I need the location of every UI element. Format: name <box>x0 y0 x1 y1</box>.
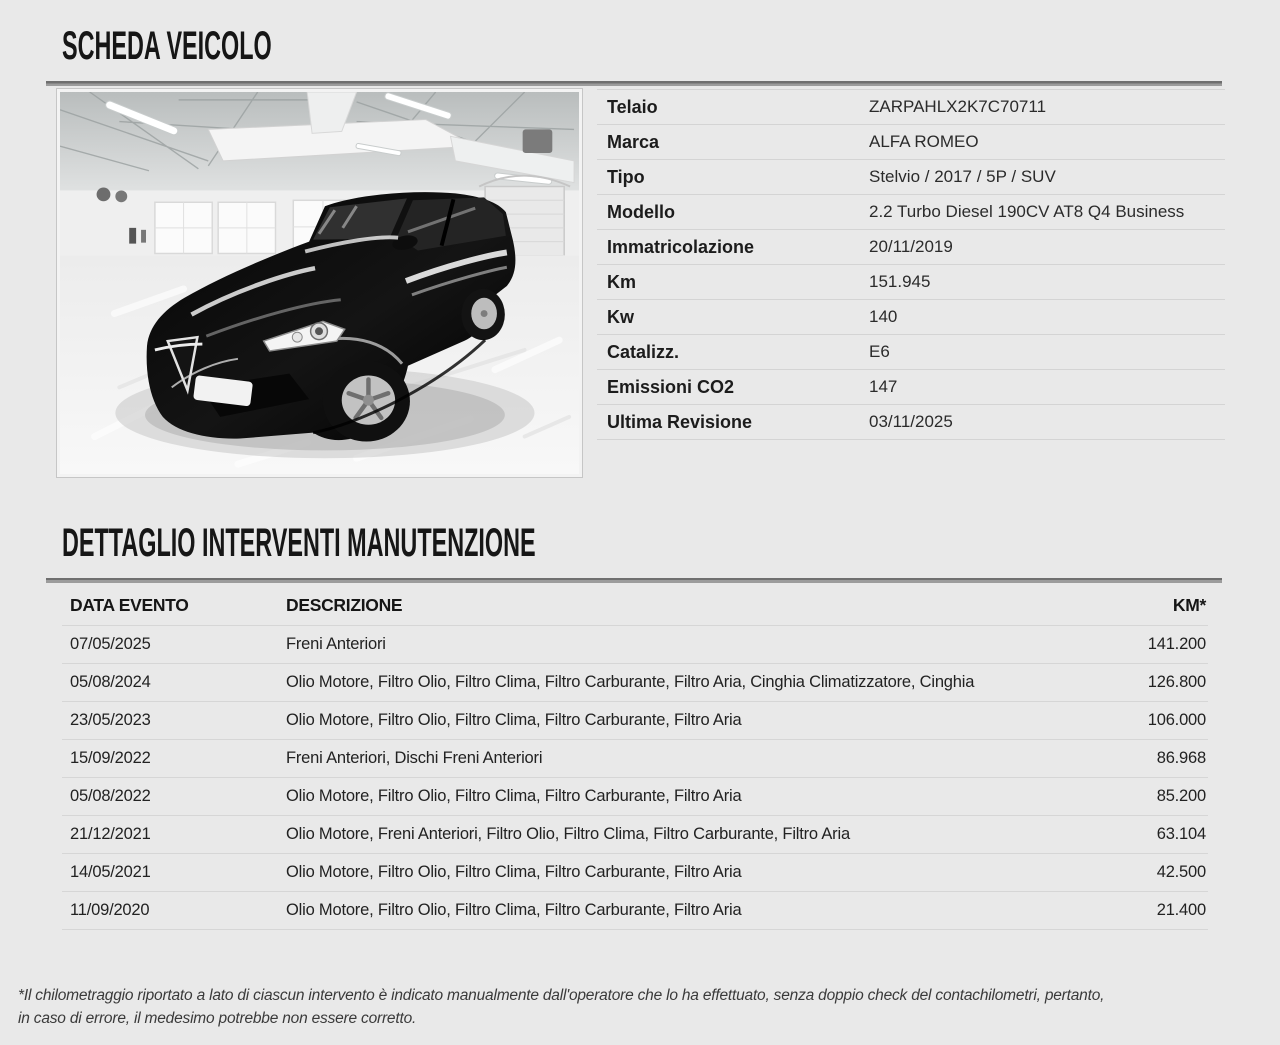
spec-row <box>597 405 1225 440</box>
spec-row <box>597 90 1225 125</box>
vehicle-spec-table <box>597 89 1225 440</box>
spec-label: Kw <box>597 300 859 335</box>
spec-row <box>597 265 1225 300</box>
spec-value: 20/11/2019 <box>869 237 953 256</box>
maintenance-date: 11/09/2020 <box>62 892 278 930</box>
maintenance-description: Olio Motore, Freni Anteriori, Filtro Olio, Filtro Clima, Filtro Carburante, Filtro Aria <box>286 825 850 843</box>
spec-label: Marca <box>597 125 859 160</box>
spec-row <box>597 370 1225 405</box>
maintenance-date: 07/05/2025 <box>62 626 278 664</box>
maintenance-section-title: DETTAGLIO INTERVENTI MANUTENZIONE <box>62 521 536 566</box>
km-disclaimer-footnote <box>18 984 1104 1030</box>
spec-row <box>597 125 1225 160</box>
col-header-date: DATA EVENTO <box>70 595 189 615</box>
maintenance-row <box>62 740 1208 778</box>
spec-value: 140 <box>869 307 898 326</box>
spec-row <box>597 230 1225 265</box>
spec-label: Emissioni CO2 <box>597 370 859 405</box>
spec-value-cell <box>859 370 1225 405</box>
spec-value-cell <box>859 335 1225 370</box>
vehicle-photo <box>57 89 582 477</box>
maintenance-description: Olio Motore, Filtro Olio, Filtro Clima, Filtro Carburante, Filtro Aria <box>286 711 742 729</box>
col-header-description: DESCRIZIONE <box>286 595 403 615</box>
maintenance-date: 21/12/2021 <box>62 816 278 854</box>
spec-label: Km <box>597 265 859 300</box>
spec-value: ZARPAHLX2K7C70711 <box>869 97 1047 116</box>
maintenance-header-row <box>62 587 1208 626</box>
spec-value: ALFA ROMEO <box>869 132 979 151</box>
maintenance-description: Olio Motore, Filtro Olio, Filtro Clima, Filtro Carburante, Filtro Aria <box>286 787 742 805</box>
spec-label: Immatricolazione <box>597 230 859 265</box>
maintenance-km: 21.400 <box>1048 892 1208 930</box>
maintenance-description-cell <box>278 778 1048 816</box>
maintenance-description: Olio Motore, Filtro Olio, Filtro Clima, Filtro Carburante, Filtro Aria, Cinghia Climatizzatore, Cinghia <box>286 673 975 691</box>
maintenance-description: Olio Motore, Filtro Olio, Filtro Clima, Filtro Carburante, Filtro Aria <box>286 863 742 881</box>
maintenance-km: 141.200 <box>1048 626 1208 664</box>
maintenance-date: 15/09/2022 <box>62 740 278 778</box>
maintenance-km: 42.500 <box>1048 854 1208 892</box>
spec-value: 03/11/2025 <box>869 412 953 431</box>
maintenance-km: 126.800 <box>1048 664 1208 702</box>
spec-value-cell <box>859 195 1225 230</box>
maintenance-description-cell <box>278 702 1048 740</box>
col-header-km: KM* <box>1172 595 1206 615</box>
maintenance-row <box>62 816 1208 854</box>
maintenance-description-cell <box>278 740 1048 778</box>
maintenance-description-cell <box>278 664 1048 702</box>
maintenance-km: 86.968 <box>1048 740 1208 778</box>
maintenance-km: 63.104 <box>1048 816 1208 854</box>
spec-value-cell <box>859 160 1225 195</box>
maintenance-description-cell <box>278 892 1048 930</box>
maintenance-row <box>62 664 1208 702</box>
spec-label: Modello <box>597 195 859 230</box>
spec-value-cell <box>859 125 1225 160</box>
maintenance-row <box>62 892 1208 930</box>
spec-value: 2.2 Turbo Diesel 190CV AT8 Q4 Business <box>869 202 1185 221</box>
vehicle-photo-illustration <box>60 92 579 474</box>
title-rule <box>46 81 1222 86</box>
maintenance-date: 14/05/2021 <box>62 854 278 892</box>
maintenance-description-cell <box>278 854 1048 892</box>
spec-row <box>597 335 1225 370</box>
spec-value-cell <box>859 300 1225 335</box>
maintenance-description-cell <box>278 816 1048 854</box>
maintenance-description: Freni Anteriori, Dischi Freni Anteriori <box>286 749 543 767</box>
spec-label: Ultima Revisione <box>597 405 859 440</box>
spec-label: Tipo <box>597 160 859 195</box>
spec-value: 151.945 <box>869 272 931 291</box>
spec-value-cell <box>859 265 1225 300</box>
maintenance-rule <box>46 578 1222 583</box>
spec-row <box>597 300 1225 335</box>
maintenance-row <box>62 702 1208 740</box>
maintenance-date: 05/08/2024 <box>62 664 278 702</box>
maintenance-row <box>62 778 1208 816</box>
maintenance-km: 106.000 <box>1048 702 1208 740</box>
maintenance-row <box>62 626 1208 664</box>
spec-row <box>597 195 1225 230</box>
maintenance-table <box>62 587 1208 930</box>
spec-value: 147 <box>869 377 898 396</box>
maintenance-km: 85.200 <box>1048 778 1208 816</box>
page-title: SCHEDA VEICOLO <box>62 24 272 69</box>
vehicle-summary-section <box>57 89 1280 477</box>
spec-value-cell <box>859 90 1225 125</box>
spec-row <box>597 160 1225 195</box>
maintenance-description: Olio Motore, Filtro Olio, Filtro Clima, Filtro Carburante, Filtro Aria <box>286 901 742 919</box>
maintenance-description-cell <box>278 626 1048 664</box>
maintenance-date: 23/05/2023 <box>62 702 278 740</box>
maintenance-row <box>62 854 1208 892</box>
spec-label: Telaio <box>597 90 859 125</box>
maintenance-description: Freni Anteriori <box>286 635 386 653</box>
spec-value-cell <box>859 230 1225 265</box>
spec-value: E6 <box>869 342 890 361</box>
spec-value-cell <box>859 405 1225 440</box>
maintenance-date: 05/08/2022 <box>62 778 278 816</box>
spec-label: Catalizz. <box>597 335 859 370</box>
spec-value: Stelvio / 2017 / 5P / SUV <box>869 167 1056 186</box>
footnote-line-1: *Il chilometraggio riportato a lato di ciascun intervento è indicato manualmente dall'operatore che lo ha effettuato, senza doppio check del contachilometri, pertanto, <box>18 987 1105 1004</box>
footnote-line-2: in caso di errore, il medesimo potrebbe non essere corretto. <box>18 1010 417 1027</box>
